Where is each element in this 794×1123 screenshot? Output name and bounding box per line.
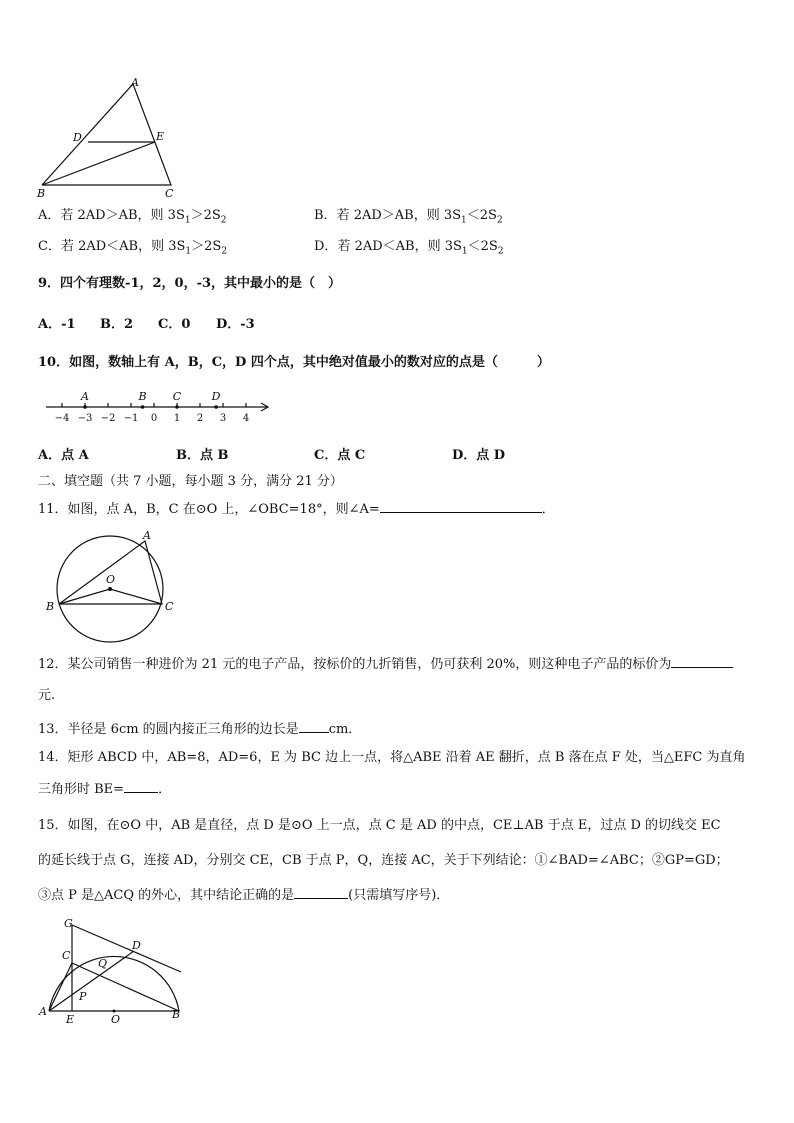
q8-option-b[interactable]	[314, 208, 503, 229]
q15-line3	[38, 886, 449, 904]
q12-text: 12．某公司销售一种进价为 21 元的电子产品，按标价的九折销售，仍可获利 20%，则这种电子产品的标价为	[38, 657, 672, 672]
label-b: B	[37, 187, 46, 200]
point-d	[214, 405, 218, 409]
q10-option-a[interactable]: A．点 A	[38, 448, 89, 463]
q13-text: 13．半径是 6cm 的圆内接正三角形的边长是	[38, 722, 299, 737]
answer-blank[interactable]	[294, 886, 348, 899]
subscript: 2	[221, 246, 228, 257]
tick-label: −1	[123, 413, 139, 424]
q14-text: 三角形时 BE=	[38, 782, 125, 797]
point-label-c: C	[172, 390, 182, 403]
label-a: A	[39, 1005, 47, 1018]
answer-blank[interactable]	[124, 780, 158, 793]
tick-label: 4	[242, 413, 250, 424]
option-letter: C．	[38, 239, 61, 254]
q11-stem	[38, 500, 555, 518]
option-text: ＜2S	[466, 208, 497, 223]
subscript: 1	[184, 215, 191, 226]
tick-label: 1	[173, 413, 181, 424]
answer-blank[interactable]	[380, 500, 542, 513]
point-a	[83, 405, 87, 409]
q15-line2: 的延长线于点 G，连接 AD，分别交 CE，CB 于点 P，Q，连接 AC，关于下列结论：①∠BAD=∠ABC；②GP=GD；	[38, 853, 729, 868]
option-text: 若 2AD＜AB，则 3S	[337, 239, 462, 254]
q10-option-b[interactable]: B．点 B	[176, 448, 229, 463]
q10-number-line	[40, 388, 274, 428]
segment-ac	[49, 963, 72, 1011]
option-text: ＞2S	[191, 239, 222, 254]
segment-be	[42, 142, 155, 185]
subscript: 2	[496, 215, 503, 226]
q9-option-d[interactable]: D．-3	[216, 317, 255, 332]
label-d: D	[73, 131, 82, 144]
point-c	[175, 405, 179, 409]
tick-label: −4	[54, 413, 70, 424]
section-title: 二、填空题（共 7 小题，每小题 3 分，满分 21 分）	[38, 474, 343, 489]
point-label-d: D	[211, 390, 221, 403]
option-letter: B．	[314, 208, 337, 223]
option-text: ＜2S	[467, 239, 498, 254]
q15-end: (只需填写序号)．	[348, 888, 450, 903]
q8-triangle-figure	[36, 74, 186, 200]
option-letter: D．	[314, 239, 338, 254]
label-b: B	[172, 1008, 181, 1021]
label-p: P	[79, 990, 87, 1003]
q10-stem: 10．如图，数轴上有 A，B，C，D 四个点，其中绝对值最小的数对应的点是（ ）	[38, 355, 550, 370]
q9-stem: 9．四个有理数-1，2，0，-3，其中最小的是（ ）	[38, 276, 342, 291]
q11-text: 11．如图，点 A，B，C 在⊙O 上，∠OBC=18°，则∠A=	[38, 502, 380, 517]
tick-label: 3	[219, 413, 227, 424]
q14-line1: 14．矩形 ABCD 中，AB=8，AD=6，E 为 BC 边上一点，将△ABE 沿着 AE 翻折，点 B 落在点 F 处，当△EFC 为直角	[38, 750, 746, 765]
tick-label: 0	[150, 413, 158, 424]
label-e: E	[156, 130, 165, 143]
q11-end: ．	[541, 502, 555, 517]
tick-label: −2	[100, 413, 116, 424]
q9-option-c[interactable]: C．0	[158, 317, 191, 332]
subscript: 2	[497, 246, 504, 257]
answer-blank[interactable]	[299, 720, 329, 733]
center-o	[113, 1010, 116, 1013]
option-text: 若 2AD＞AB，则 3S	[60, 208, 185, 223]
center-o	[108, 587, 112, 591]
label-c: C	[62, 949, 71, 962]
label-b: B	[46, 600, 55, 613]
subscript: 1	[461, 215, 467, 226]
q9-option-a[interactable]: A．-1	[38, 317, 76, 332]
q14-line2	[38, 780, 171, 798]
q11-circle-figure	[42, 528, 182, 644]
option-text: ＞2S	[190, 208, 221, 223]
subscript: 1	[185, 246, 192, 257]
label-q: Q	[98, 957, 108, 970]
q14-end: ．	[158, 782, 172, 797]
q8-option-a[interactable]	[38, 208, 227, 229]
label-o: O	[111, 1013, 121, 1025]
label-e: E	[66, 1013, 75, 1025]
label-d: D	[132, 939, 141, 952]
subscript: 2	[220, 215, 227, 226]
label-a: A	[143, 529, 151, 542]
point-label-b: B	[138, 390, 147, 403]
label-c: C	[165, 187, 174, 200]
q10-option-d[interactable]: D．点 D	[452, 448, 506, 463]
subscript: 1	[461, 246, 468, 257]
q8-option-c[interactable]	[38, 239, 227, 260]
q12-line2: 元.	[38, 688, 56, 703]
tick-label: −3	[77, 413, 93, 424]
point-label-a: A	[81, 390, 89, 403]
answer-blank[interactable]	[671, 655, 733, 668]
q8-option-d[interactable]	[314, 239, 504, 260]
q12-line1	[38, 655, 733, 673]
q15-semicircle-figure	[36, 915, 186, 1025]
label-g: G	[64, 917, 73, 930]
option-letter: A．	[38, 208, 61, 223]
tick-label: 2	[196, 413, 204, 424]
point-b	[141, 405, 145, 409]
label-c: C	[165, 600, 174, 613]
label-a: A	[131, 76, 139, 89]
option-text: 若 2AD＞AB，则 3S	[336, 208, 462, 223]
q13-end: cm．	[328, 722, 362, 737]
segment-cb	[72, 963, 179, 1011]
label-o: O	[106, 573, 116, 586]
q9-option-b[interactable]: B．2	[100, 317, 134, 332]
q15-text: ③点 P 是△ACQ 的外心，其中结论正确的是	[38, 888, 295, 903]
q15-line1: 15．如图，在⊙O 中，AB 是直径，点 D 是⊙O 上一点，点 C 是 AD 的中点，CE⊥AB 于点 E，过点 D 的切线交 EC	[38, 818, 721, 833]
triangle-abc	[42, 84, 171, 185]
q13-stem	[38, 720, 361, 738]
tangent-line	[72, 925, 181, 972]
option-text: 若 2AD＜AB，则 3S	[60, 239, 186, 254]
q10-option-c[interactable]: C．点 C	[314, 448, 366, 463]
radii-ob-oc	[59, 589, 162, 604]
